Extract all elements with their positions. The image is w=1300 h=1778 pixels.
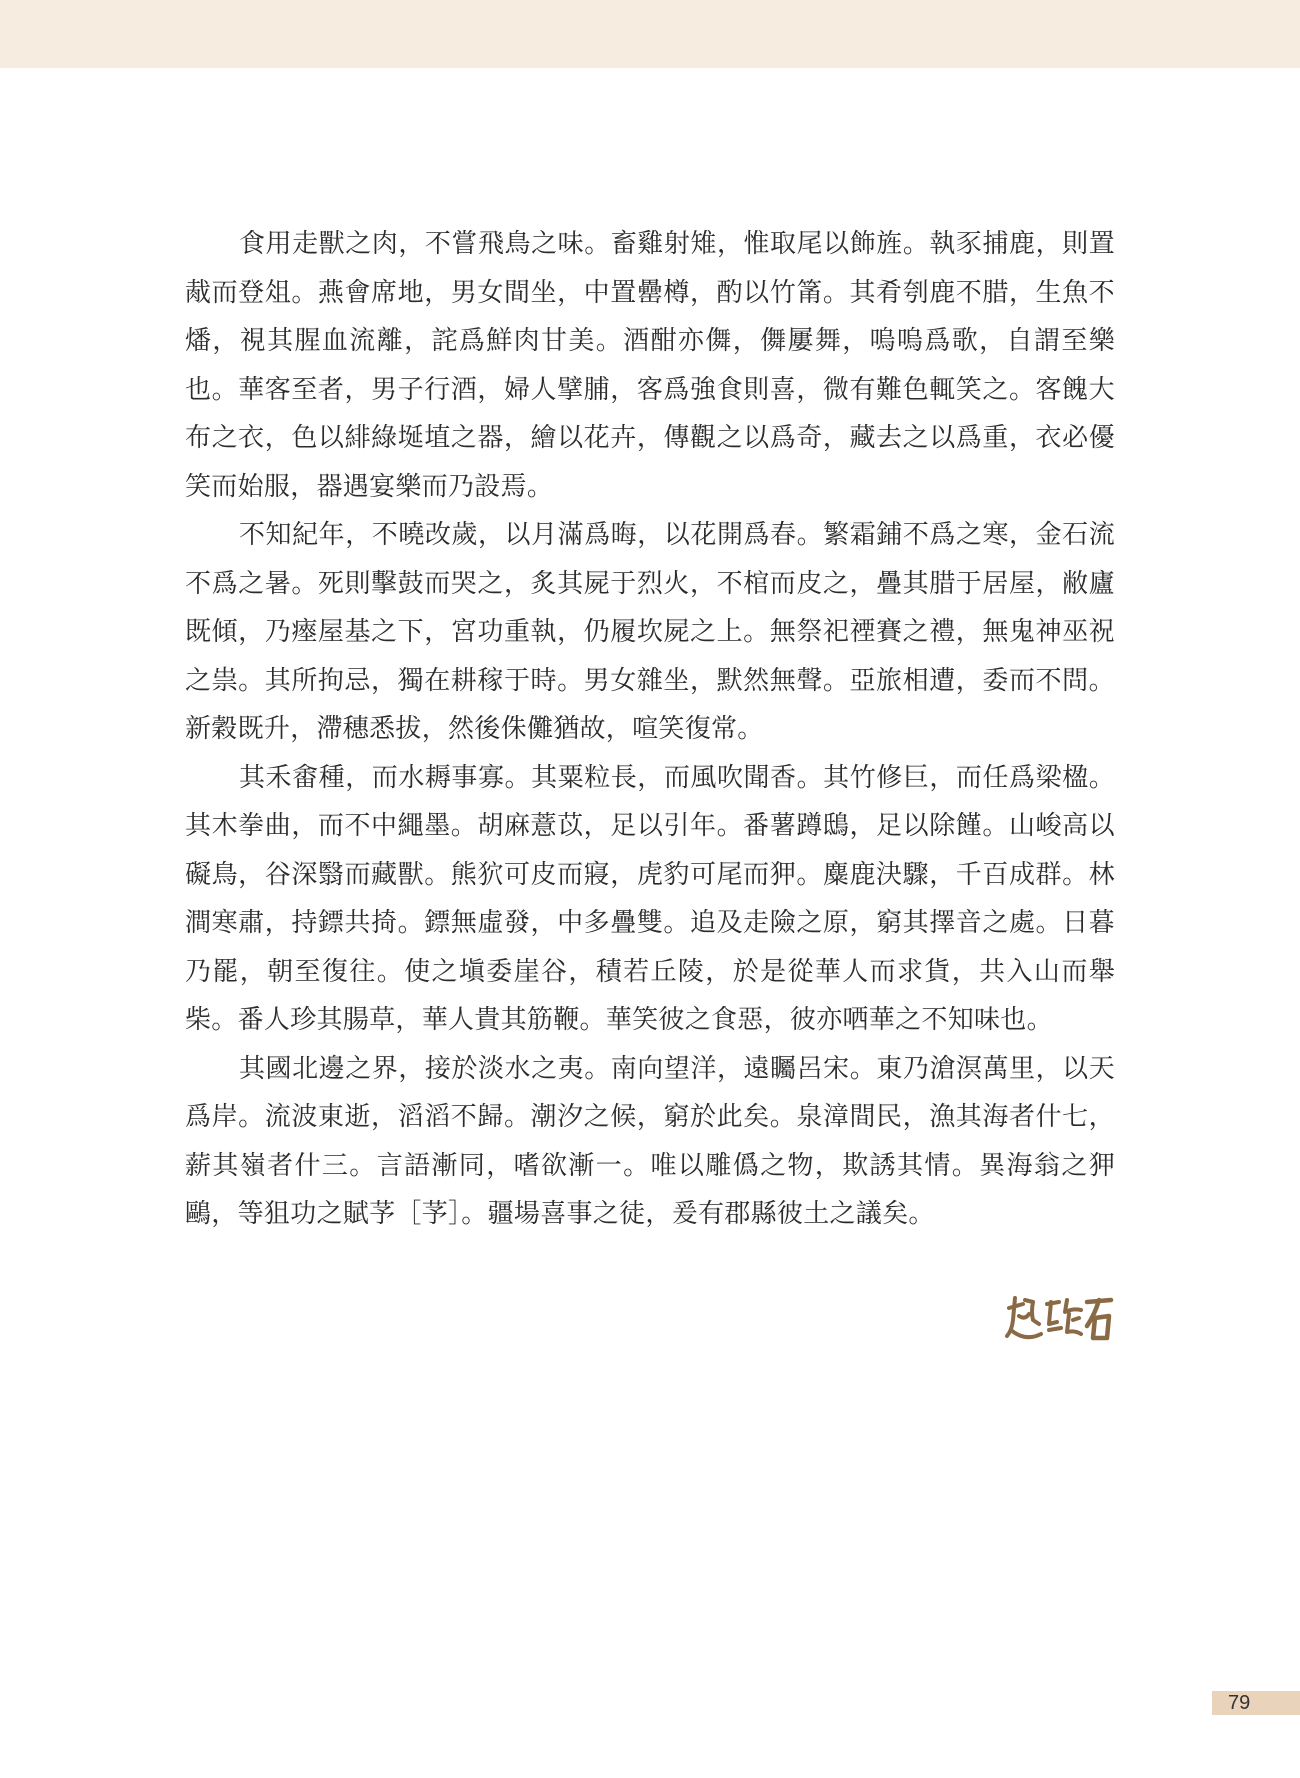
calligraphy-signature (1003, 1290, 1115, 1350)
paragraph-4: 其國北邊之界，接於淡水之夷。南向望洋，遠矚呂宋。東乃滄溟萬里，以天爲岸。流波東逝，滔滔不歸。潮汐之候，窮於此矣。泉漳間民，漁其海者什七，薪其嶺者什三。言語漸同，嗜欲漸一。唯以雕僞之物，欺誘其情。異海翁之狎鷗，等狙功之賦芧［芧］。疆場喜事之徒，爰有郡縣彼土之議矣。 (185, 1053, 1115, 1229)
page-number: 79 (1228, 1692, 1251, 1714)
paragraph-3: 其禾畬種，而水耨事寡。其粟粒長，而風吹聞香。其竹修巨，而任爲梁楹。其木拳曲，而不中繩墨。胡麻薏苡，足以引年。番薯蹲鴟，足以除饉。山峻高以礙鳥，谷深翳而藏獸。熊狖可皮而寢，虎豹可尾而狎。麋鹿決驟，千百成群。林澗寒肅，持鏢共掎。鏢無虛發，中多疊雙。追及走險之原，窮其擇音之處。日暮乃罷，朝至復往。使之塡委崖谷，積若丘陵，於是從華人而求貨，共入山而舉柴。番人珍其腸草，華人貴其筋鞭。華笑彼之食惡，彼亦哂華之不知味也。 (185, 762, 1115, 1035)
header-band (0, 0, 1300, 68)
paragraph-2: 不知紀年，不曉改歲，以月滿爲晦，以花開爲春。繁霜鋪不爲之寒，金石流不爲之暑。死則擊鼓而哭之，炙其屍于烈火，不棺而皮之，疊其腊于居屋，敝廬既傾，乃瘞屋基之下，宮功重執，仍履坎屍之上。無祭祀禋賽之禮，無鬼神巫祝之祟。其所拘忌，獨在耕稼于時。男女雜坐，默然無聲。亞旅相遭，委而不問。新穀既升，滯穗悉拔，然後侏儺猶故，喧笑復常。 (185, 520, 1115, 744)
article-body (185, 220, 1115, 1239)
page-number-tab (1212, 1691, 1300, 1715)
paragraph-1: 食用走獸之肉，不嘗飛鳥之味。畜雞射雉，惟取尾以飾旌。執豕捕鹿，則置胾而登俎。燕會席地，男女間坐，中置罍樽，酌以竹筩。其肴刳鹿不腊，生魚不燔，視其腥血流離，詫爲鮮肉甘美。酒酣亦儛，儛屢舞，嗚嗚爲歌，自謂至樂也。華客至者，男子行酒，婦人擘脯，客爲強食則喜，微有難色輒笑之。客餽大布之衣，色以緋綠埏埴之器，繪以花卉，傳觀之以爲奇，藏去之以爲重，衣必優笑而始服，器遇宴樂而乃設焉。 (185, 229, 1115, 502)
